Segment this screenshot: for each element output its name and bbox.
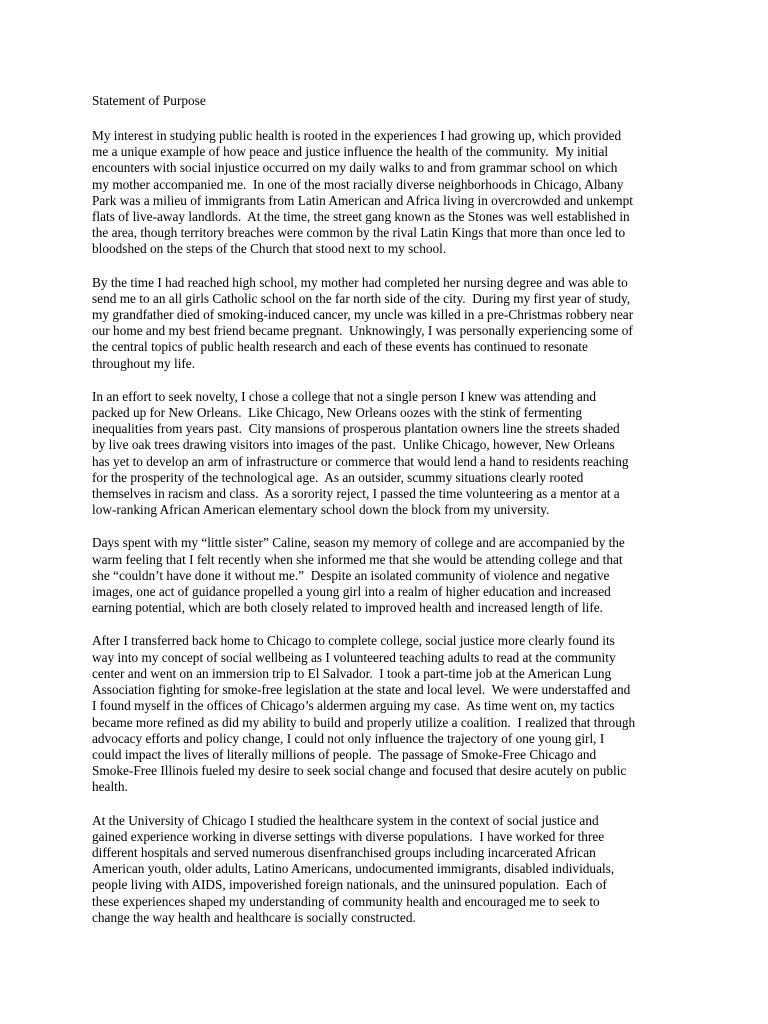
text-line: send me to an all girls Catholic school on the far north side of the city. During my first year of study, bbox=[92, 290, 631, 306]
text-line: images, one act of guidance propelled a young girl into a realm of higher education and increased bbox=[92, 584, 611, 600]
text-line: my grandfather died of smoking-induced cancer, my uncle was killed in a pre-Christmas robbery near bbox=[92, 307, 634, 323]
text-line: themselves in racism and class. As a sorority reject, I passed the time volunteering as a mentor at a bbox=[92, 486, 620, 502]
paragraph bbox=[92, 633, 662, 795]
text-line: health. bbox=[92, 779, 128, 795]
text-line: our home and my best friend became pregnant. Unknowingly, I was personally experiencing some of bbox=[92, 323, 633, 339]
text-line: By the time I had reached high school, my mother had completed her nursing degree and was able to bbox=[92, 274, 628, 290]
text-line: different hospitals and served numerous disenfranchised groups including incarcerated African bbox=[92, 844, 596, 860]
text-line: earning potential, which are both closely related to improved health and increased length of life. bbox=[92, 600, 604, 616]
text-line: way into my concept of social wellbeing as I volunteered teaching adults to read at the community bbox=[92, 649, 616, 665]
text-line: In an effort to seek novelty, I chose a college that not a single person I knew was attending and bbox=[92, 388, 597, 404]
text-line: the central topics of public health research and each of these events has continued to resonate bbox=[92, 339, 588, 355]
text-line: packed up for New Orleans. Like Chicago, New Orleans oozes with the stink of fermenting bbox=[92, 405, 582, 421]
text-line: inequalities from years past. City mansions of prosperous plantation owners line the streets shaded bbox=[92, 421, 620, 437]
text-line: My interest in studying public health is rooted in the experiences I had growing up, which provided bbox=[92, 128, 622, 143]
text-line: change the way health and healthcare is socially constructed. bbox=[92, 909, 416, 925]
text-line: by live oak trees drawing visitors into images of the past. Unlike Chicago, however, New Orleans bbox=[92, 437, 615, 453]
text-line: American youth, older adults, Latino Americans, undocumented immigrants, disabled individuals, bbox=[92, 861, 615, 877]
text-line: center and went on an immersion trip to El Salvador. I took a part-time job at the American Lung bbox=[92, 665, 612, 681]
text-line: Association fighting for smoke-free legislation at the state and local level. We were understaffed and bbox=[92, 682, 631, 698]
text-line: advocacy efforts and policy change, I could not only influence the trajectory of one young girl, I bbox=[92, 730, 605, 746]
text-line: After I transferred back home to Chicago to complete college, social justice more clearly found its bbox=[92, 633, 615, 649]
text-line: has yet to develop an arm of infrastructure or commerce that would lend a hand to residents reaching bbox=[92, 453, 629, 469]
text-line: me a unique example of how peace and justice influence the health of the community. My initial bbox=[92, 144, 609, 160]
text-line: Park was a milieu of immigrants from Latin American and Africa living in overcrowded and unkempt bbox=[92, 192, 633, 208]
text-line: she “couldn’t have done it without me.” Despite an isolated community of violence and negative bbox=[92, 567, 610, 583]
document-body bbox=[92, 128, 662, 943]
paragraph bbox=[92, 813, 662, 926]
text-line: Smoke-Free Illinois fueled my desire to seek social change and focused that desire acutely on public bbox=[92, 763, 627, 779]
text-line: became more refined as did my ability to build and properly utilize a coalition. I realized that through bbox=[92, 714, 636, 730]
text-line: bloodshed on the steps of the Church that stood next to my school. bbox=[92, 241, 447, 257]
text-line: people living with AIDS, impoverished foreign nationals, and the uninsured population. Each of bbox=[92, 877, 607, 893]
text-line: throughout my life. bbox=[92, 355, 196, 371]
text-line: these experiences shaped my understanding of community health and encouraged me to seek to bbox=[92, 893, 600, 909]
text-line: the area, though territory breaches were common by the rival Latin Kings that more than once led to bbox=[92, 225, 626, 241]
paragraph bbox=[92, 535, 662, 616]
document-title: Statement of Purpose bbox=[92, 93, 206, 108]
text-line: flats of live-away landlords. At the time, the street gang known as the Stones was well established in bbox=[92, 209, 630, 225]
text-line: encounters with social injustice occurred on my daily walks to and from grammar school on which bbox=[92, 160, 618, 176]
text-line: my mother accompanied me. In one of the most racially diverse neighborhoods in Chicago, Albany bbox=[92, 176, 624, 192]
paragraph bbox=[92, 389, 662, 519]
text-line: Days spent with my “little sister” Caline, season my memory of college and are accompanied by the bbox=[92, 535, 625, 551]
text-line: warm feeling that I felt recently when she informed me that she would be attending college and that bbox=[92, 551, 623, 567]
text-line: At the University of Chicago I studied the healthcare system in the context of social justice and bbox=[92, 812, 599, 828]
text-line: low-ranking African American elementary school down the block from my university. bbox=[92, 502, 550, 518]
text-line: for the prosperity of the technological age. As an outsider, scummy situations clearly rooted bbox=[92, 469, 584, 485]
paragraph bbox=[92, 128, 662, 258]
text-line: could impact the lives of literally millions of people. The passage of Smoke-Free Chicago and bbox=[92, 746, 597, 762]
text-line: I found myself in the offices of Chicago’s aldermen arguing my case. As time went on, my tactics bbox=[92, 698, 615, 714]
text-line: gained experience working in diverse settings with diverse populations. I have worked for three bbox=[92, 828, 605, 844]
paragraph bbox=[92, 275, 662, 372]
